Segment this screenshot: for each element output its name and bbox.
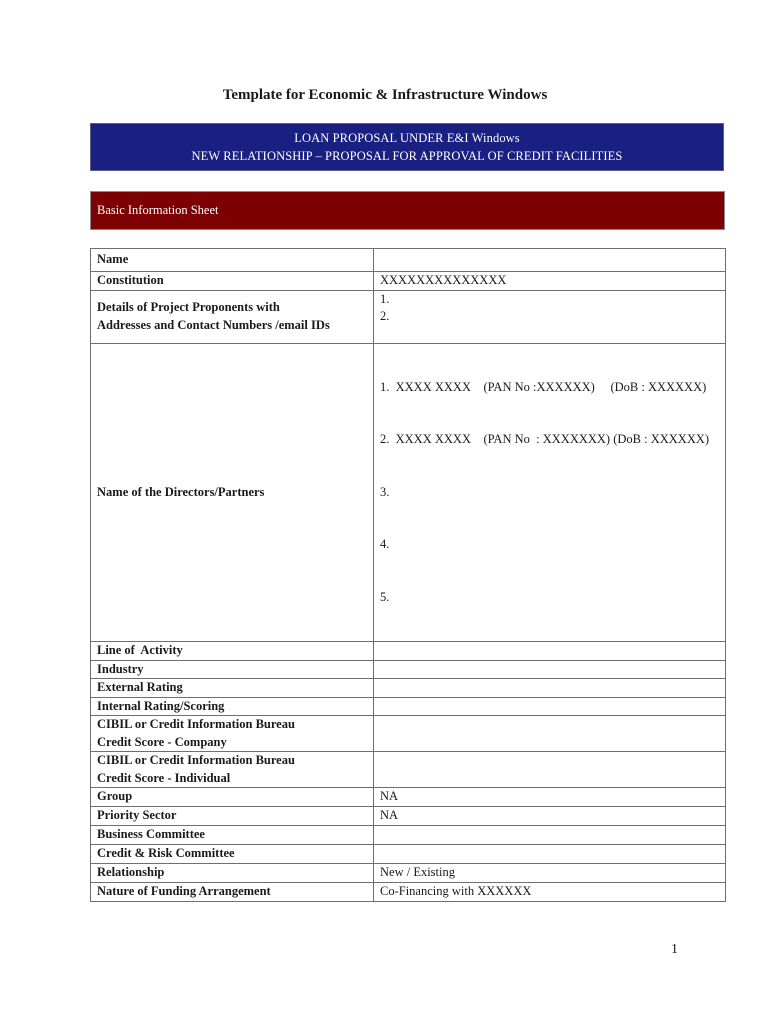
row-label: External Rating <box>91 679 374 698</box>
document-title: Template for Economic & Infrastructure Windows <box>222 87 548 103</box>
row-label: Priority Sector <box>91 807 374 826</box>
row-label-line: Details of Project Proponents with <box>97 300 280 314</box>
table-row <box>91 845 726 864</box>
row-label <box>91 752 374 788</box>
row-label-line: Credit Score - Company <box>97 734 227 749</box>
row-label: Group <box>91 788 374 807</box>
list-item: 4. <box>380 537 390 551</box>
table-row <box>91 249 726 272</box>
row-value <box>374 752 726 788</box>
row-label: Constitution <box>91 272 374 291</box>
list-item: 2. XXXX XXXX (PAN No : XXXXXXX) (DoB : XXXXXX) <box>380 432 710 446</box>
row-value <box>374 290 726 343</box>
banner-line-1: LOAN PROPOSAL UNDER E&I Windows <box>294 131 520 145</box>
section-header <box>90 191 725 230</box>
table-row <box>91 343 726 642</box>
row-label: Industry <box>91 660 374 679</box>
row-label: Relationship <box>91 864 374 883</box>
table-row <box>91 697 726 716</box>
row-label-line: CIBIL or Credit Information Bureau <box>97 753 295 767</box>
table-row <box>91 788 726 807</box>
table-row <box>91 642 726 661</box>
row-value: XXXXXXXXXXXXXX <box>374 272 726 291</box>
table-row <box>91 272 726 291</box>
row-label <box>91 290 374 343</box>
list-item: 2. <box>380 309 390 323</box>
row-label-line: Addresses and Contact Numbers /email IDs <box>97 317 330 332</box>
row-label <box>91 716 374 752</box>
row-label-line: Credit Score - Individual <box>97 770 231 785</box>
row-label: Name of the Directors/Partners <box>91 343 374 642</box>
list-item: 1. <box>380 291 390 306</box>
list-item: 1. XXXX XXXX (PAN No :XXXXXX) (DoB : XXXXXX) <box>380 379 707 394</box>
table-row <box>91 883 726 902</box>
row-value <box>374 845 726 864</box>
list-item: 5. <box>380 589 390 604</box>
row-value <box>374 642 726 661</box>
table-row <box>91 826 726 845</box>
row-label: Line of Activity <box>91 642 374 661</box>
row-label: Internal Rating/Scoring <box>91 697 374 716</box>
row-label-line: CIBIL or Credit Information Bureau <box>97 717 295 731</box>
row-value <box>374 660 726 679</box>
proposal-banner <box>90 123 724 171</box>
table-row <box>91 752 726 788</box>
row-value: Co-Financing with XXXXXX <box>374 883 726 902</box>
table-row <box>91 864 726 883</box>
row-value <box>374 249 726 272</box>
section-title: Basic Information Sheet <box>97 203 219 217</box>
row-label: Nature of Funding Arrangement <box>91 883 374 902</box>
row-value <box>374 343 726 642</box>
page-number: 1 <box>671 942 678 957</box>
row-value: New / Existing <box>374 864 726 883</box>
row-value <box>374 697 726 716</box>
row-label: Credit & Risk Committee <box>91 845 374 864</box>
table-row <box>91 716 726 752</box>
table-row <box>91 290 726 343</box>
table-row <box>91 679 726 698</box>
list-item: 3. <box>380 484 390 499</box>
row-value <box>374 679 726 698</box>
basic-information-table <box>90 248 726 902</box>
row-value: NA <box>374 788 726 807</box>
table-row <box>91 807 726 826</box>
row-value: NA <box>374 807 726 826</box>
banner-line-2: NEW RELATIONSHIP – PROPOSAL FOR APPROVAL OF CREDIT FACILITIES <box>191 149 623 163</box>
row-value <box>374 716 726 752</box>
row-label: Business Committee <box>91 826 374 845</box>
row-label: Name <box>91 249 374 272</box>
row-value <box>374 826 726 845</box>
table-row <box>91 660 726 679</box>
